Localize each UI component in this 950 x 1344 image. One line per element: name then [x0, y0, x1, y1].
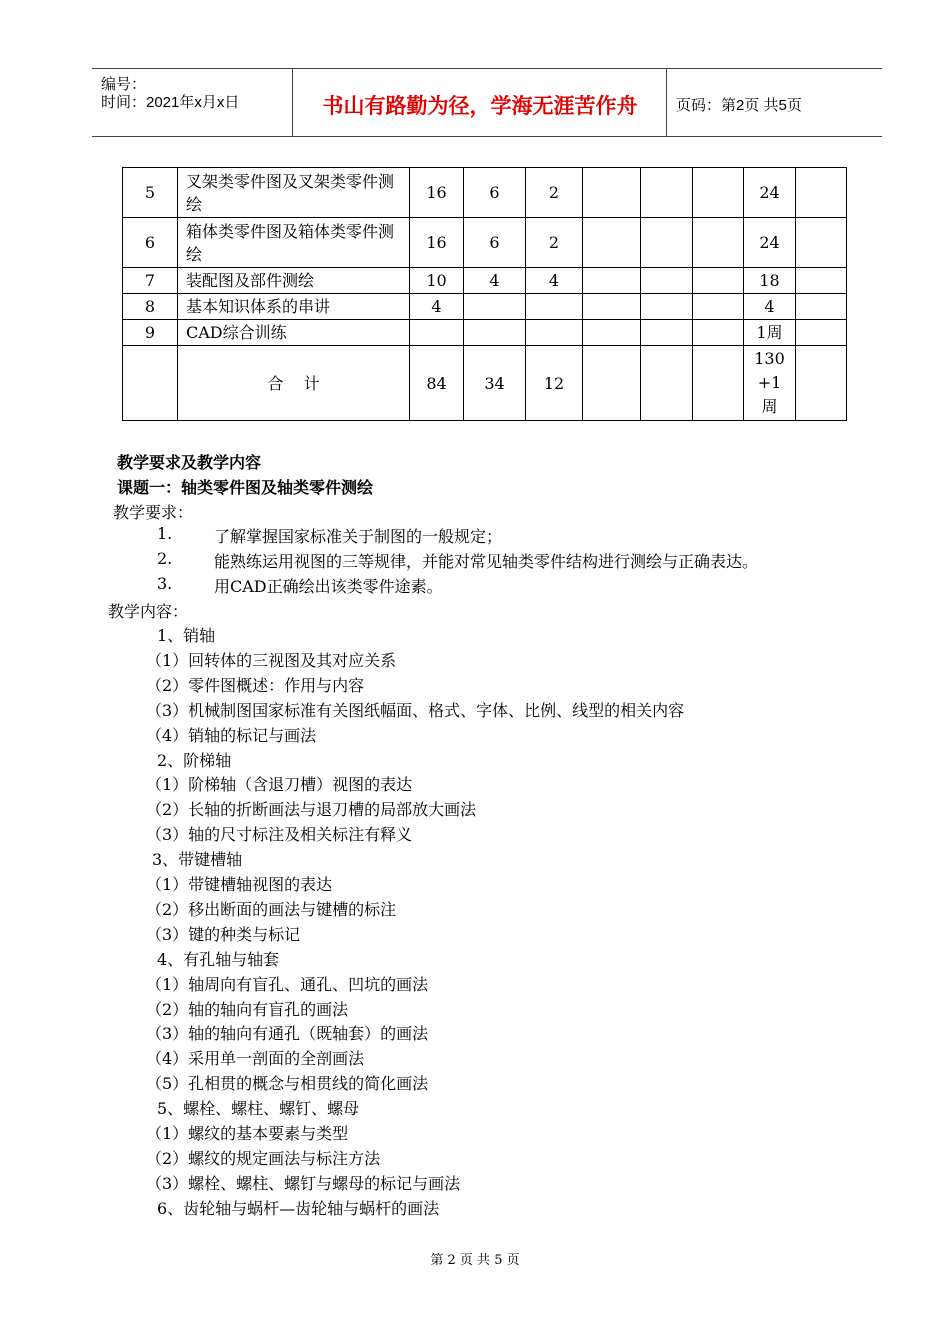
- row-note: [796, 168, 847, 218]
- summary-total-line: 周: [761, 397, 778, 416]
- header-top-rule: [92, 68, 882, 69]
- row-hours: [583, 294, 641, 320]
- row-hours: [641, 294, 693, 320]
- row-note: [796, 218, 847, 268]
- content-item: 4、有孔轴与轴套: [157, 950, 280, 969]
- row-hours: [410, 320, 464, 346]
- header-divider: [292, 68, 293, 136]
- row-number: 5: [123, 168, 178, 218]
- summary-hours: [641, 346, 693, 421]
- document-time-label: 时间：2021年x月x日: [101, 94, 240, 111]
- row-total: 24: [744, 168, 796, 218]
- row-total: 24: [744, 218, 796, 268]
- row-hours: 4: [464, 268, 526, 294]
- requirement-text: 能熟练运用视图的三等规律，并能对常见轴类零件结构进行测绘与正确表达。: [214, 552, 759, 571]
- content-item: （5）孔相贯的概念与相贯线的简化画法: [146, 1074, 429, 1093]
- row-hours: [641, 218, 693, 268]
- content-item: （1）回转体的三视图及其对应关系: [146, 651, 397, 670]
- content-item: （4）销轴的标记与画法: [146, 726, 317, 745]
- row-hours: [464, 294, 526, 320]
- row-hours: [693, 268, 744, 294]
- summary-total: [744, 346, 796, 421]
- content-item: （1）阶梯轴（含退刀槽）视图的表达: [146, 775, 413, 794]
- row-hours: [693, 294, 744, 320]
- content-item: 1、销轴: [157, 626, 216, 645]
- row-hours: [583, 168, 641, 218]
- summary-note: [796, 346, 847, 421]
- table-row: [123, 268, 847, 294]
- row-hours: 4: [410, 294, 464, 320]
- content-item: （2）移出断面的画法与键槽的标注: [146, 900, 397, 919]
- summary-hours: [693, 346, 744, 421]
- row-hours: [693, 218, 744, 268]
- row-hours: [583, 268, 641, 294]
- summary-hours: [583, 346, 641, 421]
- row-number: 6: [123, 218, 178, 268]
- content-label: 教学内容：: [108, 602, 189, 621]
- row-hours: 4: [526, 268, 583, 294]
- row-number: 8: [123, 294, 178, 320]
- row-total: 4: [744, 294, 796, 320]
- row-hours: [526, 320, 583, 346]
- row-hours: [693, 320, 744, 346]
- header-bottom-rule: [92, 136, 882, 137]
- content-item: （1）螺纹的基本要素与类型: [146, 1124, 349, 1143]
- row-hours: [464, 320, 526, 346]
- row-topic: 装配图及部件测绘: [178, 268, 410, 294]
- row-hours: 6: [464, 218, 526, 268]
- header-divider: [666, 68, 667, 136]
- row-topic: 箱体类零件图及箱体类零件测绘: [178, 218, 410, 268]
- content-item: 5、螺栓、螺柱、螺钉、螺母: [157, 1099, 360, 1118]
- requirements-label: 教学要求：: [113, 503, 194, 522]
- row-note: [796, 320, 847, 346]
- table-row: [123, 320, 847, 346]
- row-number: 9: [123, 320, 178, 346]
- summary-total-line: +1: [757, 373, 782, 392]
- row-hours: 2: [526, 168, 583, 218]
- document-number-label: 编号：: [101, 76, 147, 93]
- header-motto: 书山有路勤为径，学海无涯苦作舟: [322, 94, 638, 118]
- row-hours: [641, 268, 693, 294]
- content-item: （3）轴的轴向有通孔（既轴套）的画法: [146, 1024, 429, 1043]
- table-row: [123, 294, 847, 320]
- row-hours: 10: [410, 268, 464, 294]
- row-hours: [583, 320, 641, 346]
- content-item: （2）螺纹的规定画法与标注方法: [146, 1149, 381, 1168]
- row-note: [796, 268, 847, 294]
- row-number: 7: [123, 268, 178, 294]
- content-item: （3）轴的尺寸标注及相关标注有释义: [146, 825, 413, 844]
- summary-hours: 34: [464, 346, 526, 421]
- row-topic: CAD综合训练: [178, 320, 410, 346]
- content-item: （3）机械制图国家标准有关图纸幅面、格式、字体、比例、线型的相关内容: [146, 701, 685, 720]
- table-row: [123, 168, 847, 218]
- row-hours: [641, 320, 693, 346]
- row-note: [796, 294, 847, 320]
- row-total: 1周: [744, 320, 796, 346]
- content-item: （1）带键槽轴视图的表达: [146, 875, 333, 894]
- summary-hours: 84: [410, 346, 464, 421]
- requirement-number: 3.: [157, 574, 173, 593]
- row-hours: [526, 294, 583, 320]
- row-hours: 16: [410, 168, 464, 218]
- table-row: [123, 218, 847, 268]
- content-item: （1）轴周向有盲孔、通孔、凹坑的画法: [146, 975, 429, 994]
- summary-hours: 12: [526, 346, 583, 421]
- row-hours: 2: [526, 218, 583, 268]
- content-item: （2）零件图概述：作用与内容: [146, 676, 365, 695]
- content-item: （2）长轴的折断画法与退刀槽的局部放大画法: [146, 800, 477, 819]
- course-hours-table: [122, 167, 847, 421]
- row-hours: [641, 168, 693, 218]
- content-item: 2、阶梯轴: [157, 751, 232, 770]
- row-hours: [693, 168, 744, 218]
- summary-total-line: 130: [754, 349, 785, 368]
- content-item: （2）轴的轴向有盲孔的画法: [146, 1000, 349, 1019]
- content-item: 3、带键槽轴: [152, 850, 243, 869]
- table-summary-row: [123, 346, 847, 421]
- topic-heading: 课题一：轴类零件图及轴类零件测绘: [117, 478, 374, 497]
- row-hours: 16: [410, 218, 464, 268]
- requirement-number: 1.: [157, 524, 173, 543]
- row-hours: [583, 218, 641, 268]
- requirement-text: 了解掌握国家标准关于制图的一般规定；: [214, 527, 503, 546]
- content-item: （3）螺栓、螺柱、螺钉与螺母的标记与画法: [146, 1174, 461, 1193]
- content-item: （3）键的种类与标记: [146, 925, 301, 944]
- row-total: 18: [744, 268, 796, 294]
- row-topic: 叉架类零件图及叉架类零件测绘: [178, 168, 410, 218]
- summary-label: 合 计: [178, 346, 410, 421]
- content-item: （4）采用单一剖面的全剖画法: [146, 1049, 365, 1068]
- header-page-label: 页码：第2页 共5页: [676, 97, 802, 114]
- requirement-number: 2.: [157, 549, 173, 568]
- summary-number: [123, 346, 178, 421]
- content-item: 6、齿轮轴与蜗杆—齿轮轴与蜗杆的画法: [157, 1199, 440, 1218]
- row-topic: 基本知识体系的串讲: [178, 294, 410, 320]
- page-footer: 第 2 页 共 5 页: [430, 1253, 520, 1268]
- row-hours: 6: [464, 168, 526, 218]
- section-heading: 教学要求及教学内容: [117, 453, 262, 472]
- requirement-text: 用CAD正确绘出该类零件途素。: [214, 577, 443, 596]
